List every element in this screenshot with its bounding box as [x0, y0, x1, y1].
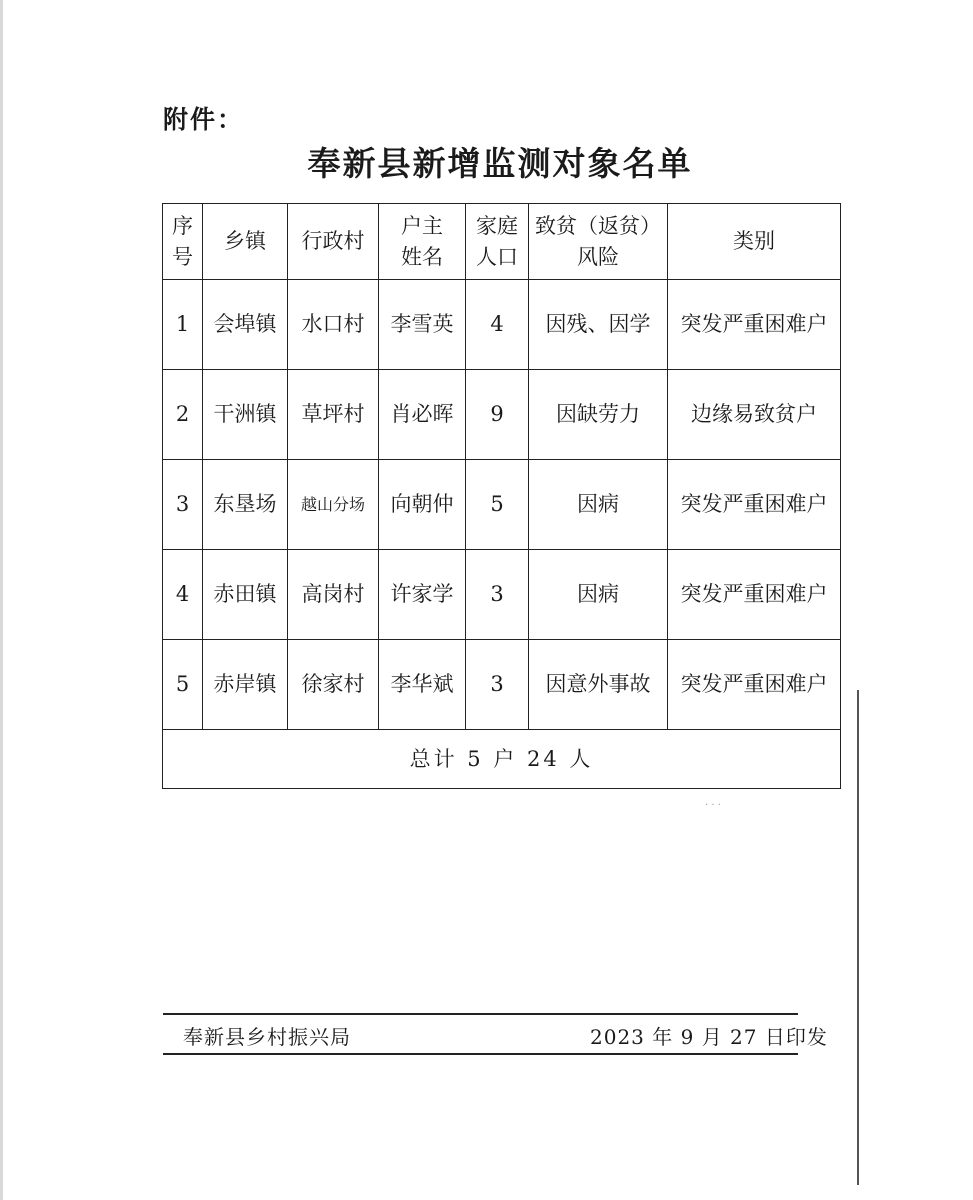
- header-risk-line2: 风险: [577, 244, 619, 269]
- document-title: 奉新县新增监测对象名单: [307, 144, 693, 183]
- cell-household-head: 李雪英: [379, 280, 466, 370]
- cell-family-size: 3: [466, 640, 529, 730]
- table-row: [163, 550, 841, 640]
- issuer-name: 奉新县乡村振兴局: [183, 1025, 351, 1049]
- cell-serial: 1: [163, 280, 203, 370]
- issue-date: 2023 年 9 月 27 日印发: [590, 1025, 828, 1049]
- cell-village: 徐家村: [288, 640, 379, 730]
- cell-risk: 因病: [529, 550, 668, 640]
- header-village: [288, 204, 379, 280]
- table-row: [163, 640, 841, 730]
- cell-risk: 因缺劳力: [529, 370, 668, 460]
- cell-category: 突发严重困难户: [668, 550, 841, 640]
- cell-family-size: 4: [466, 280, 529, 370]
- cell-town: 会埠镇: [203, 280, 288, 370]
- cell-serial: 5: [163, 640, 203, 730]
- scan-margin-line: [857, 690, 859, 1185]
- cell-village: 越山分场: [288, 460, 379, 550]
- cell-serial: 4: [163, 550, 203, 640]
- header-household-head: [379, 204, 466, 280]
- table-header-row: [163, 204, 841, 280]
- table-row: [163, 460, 841, 550]
- header-family-size-line1: 家庭: [476, 213, 518, 238]
- cell-category: 边缘易致贫户: [668, 370, 841, 460]
- cell-household-head: 向朝仲: [379, 460, 466, 550]
- cell-serial: 2: [163, 370, 203, 460]
- header-risk-line1: 致贫（返贫）: [535, 213, 661, 238]
- cell-town: 赤田镇: [203, 550, 288, 640]
- cell-village: 草坪村: [288, 370, 379, 460]
- cell-family-size: 3: [466, 550, 529, 640]
- cell-town: 干洲镇: [203, 370, 288, 460]
- header-family-size: [466, 204, 529, 280]
- header-village-label: 行政村: [301, 229, 365, 253]
- header-risk: [529, 204, 668, 280]
- header-serial-line1: 序: [172, 213, 193, 238]
- table-row: [163, 280, 841, 370]
- header-serial: [163, 204, 203, 280]
- header-category-label: 类别: [733, 229, 775, 253]
- cell-risk: 因残、因学: [529, 280, 668, 370]
- table-total-row: [163, 730, 841, 789]
- cell-family-size: 9: [466, 370, 529, 460]
- cell-category: 突发严重困难户: [668, 460, 841, 550]
- cell-risk: 因病: [529, 460, 668, 550]
- cell-household-head: 李华斌: [379, 640, 466, 730]
- header-serial-line2: 号: [172, 244, 193, 269]
- monitoring-roster-table: [162, 203, 841, 789]
- header-household-head-line2: 姓名: [401, 244, 443, 269]
- header-town-label: 乡镇: [224, 229, 266, 253]
- cell-household-head: 肖必晖: [379, 370, 466, 460]
- total-summary: 总计 5 户 24 人: [163, 730, 841, 789]
- footer-top-rule: [163, 1013, 798, 1015]
- cell-category: 突发严重困难户: [668, 280, 841, 370]
- header-family-size-line2: 人口: [476, 244, 518, 269]
- cell-town: 东垦场: [203, 460, 288, 550]
- header-household-head-line1: 户主: [401, 213, 443, 238]
- attachment-label: 附件：: [163, 105, 245, 134]
- cell-risk: 因意外事故: [529, 640, 668, 730]
- table-row: [163, 370, 841, 460]
- cell-town: 赤岸镇: [203, 640, 288, 730]
- cell-serial: 3: [163, 460, 203, 550]
- cell-village: 高岗村: [288, 550, 379, 640]
- footer-bottom-rule: [163, 1053, 798, 1055]
- header-category: [668, 204, 841, 280]
- cell-family-size: 5: [466, 460, 529, 550]
- cell-village: 水口村: [288, 280, 379, 370]
- cell-household-head: 许家学: [379, 550, 466, 640]
- header-town: [203, 204, 288, 280]
- scan-noise: · · ·: [705, 800, 721, 811]
- cell-category: 突发严重困难户: [668, 640, 841, 730]
